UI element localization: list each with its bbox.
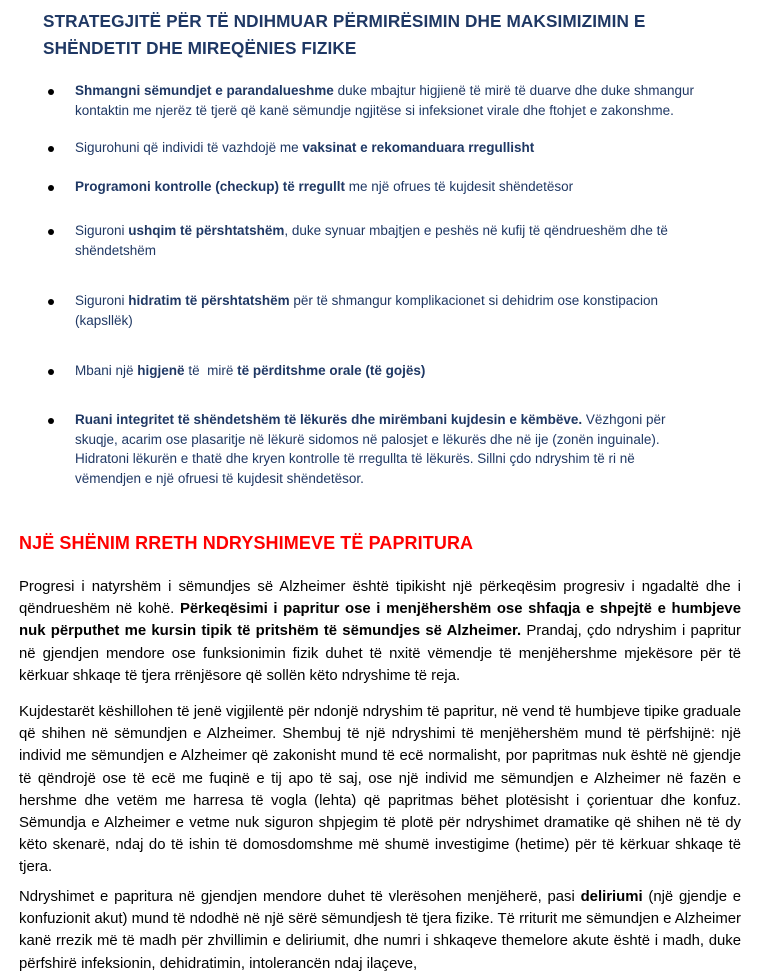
paragraph: [19, 576, 741, 687]
bullet-text: Sigurohuni që individi të vazhdojë me: [75, 140, 303, 155]
list-item: [75, 138, 743, 158]
paragraph-bold-text: Përkeqësimi i papritur ose i menjëhershëm ose shfaqja e shpejtë e humbjeve nuk përputhet me kursin tipik të pritshëm të sëmundjes së Alzheimer.: [19, 601, 741, 640]
bullet-bold-text: Ruani integritet të shëndetshëm të lëkurës dhe mirëmbani kujdesin e këmbëve.: [75, 412, 583, 427]
list-item: [75, 361, 743, 381]
bullet-bold-text: të përditshme orale (të gojës): [237, 363, 426, 378]
paragraph-text: (një gjendje e konfuzionit akut) mund të ndodhë në një sërë sëmundjesh të tjera fizike. Të rriturit me sëmundjen e Alzheimer kanë rrezik më të madh për zhvillimin e deliriumit, dhe numri i shkaqeve themelore akute është i madh, duke përfshirë infeksionin, dehidratimin, intolerancën ndaj ilaçeve,: [19, 889, 742, 972]
bullet-text: Vëzhgoni për skuqje, acarim ose plasaritje në lëkurë sidomos në palosjet e lëkurës dhe në ije (zonën inguinale). Hidratoni lëkurën e thatë dhe kryen kontrolle të rregullta të lëkurës. Sillni çdo ndryshim të ri në vëmendjen e një ofruesi të kujdesit shëndetësor.: [75, 412, 666, 486]
bullet-text: të mirë: [184, 363, 238, 378]
bullet-icon: [48, 369, 54, 375]
bullet-text: me një ofrues të kujdesit shëndetësor: [345, 179, 574, 194]
bullet-icon: [48, 299, 54, 305]
bullet-bold-text: Shmangni sëmundjet e parandalueshme: [75, 83, 334, 98]
bullet-text: , duke synuar mbajtjen e peshës në kufij të qëndrueshëm dhe të shëndetshëm: [75, 223, 668, 258]
bullet-text: Siguroni: [75, 223, 129, 238]
bullet-bold-text: higjenë: [137, 363, 185, 378]
list-item: [75, 221, 690, 260]
paragraph-bold-text: deliriumi: [580, 889, 643, 905]
paragraph: [19, 886, 741, 975]
bullet-icon: [48, 146, 54, 152]
bullet-bold-text: Programoni kontrolle (checkup) të rregullt: [75, 179, 346, 194]
paragraph-text: Progresi i natyrshëm i sëmundjes së Alzheimer është tipikisht një përkeqësim progresiv i ngadaltë dhe i qëndrueshëm në kohë.: [19, 579, 741, 618]
bullet-bold-text: ushqim të përshtatshëm: [128, 223, 285, 238]
bullet-text: Siguroni: [75, 293, 129, 308]
bullet-icon: [48, 185, 54, 191]
bullet-text: për të shmangur komplikacionet si dehidrim ose konstipacion (kapsllëk): [75, 293, 659, 328]
bullet-bold-text: vaksinat e rekomanduara rregullisht: [302, 140, 535, 155]
section-title-sudden-changes: NJË SHËNIM RRETH NDRYSHIMEVE TË PAPRITURA: [19, 533, 474, 553]
list-item: [75, 81, 743, 120]
list-item: [75, 177, 743, 197]
bullet-icon: [48, 418, 54, 424]
bullet-bold-text: hidratim të përshtatshëm: [128, 293, 290, 308]
paragraph-text: Ndryshimet e papritura në gjendjen mendore duhet të vlerësohen menjëherë, pasi: [19, 889, 581, 905]
section-title-strategies: STRATEGJITË PËR TË NDIHMUAR PËRMIRËSIMIN DHE MAKSIMIZIMIN E SHËNDETIT DHE MIREQËNIES FIZIKE: [43, 11, 646, 58]
paragraph-text: Prandaj, çdo ndryshim i papritur në gjendjen mendore ose funksionimin fizik duhet të nxitë vëmendje të menjëhershme mjekësore për të kërkuar shkaqe të tjera rrënjësore që sollën këto ndryshime të reja.: [19, 623, 742, 684]
bullet-text: duke mbajtur higjienë të mirë të duarve dhe duke shmangur kontaktin me njerëz të tjerë që kanë sëmundje ngjitëse si infeksionet virale dhe ftohjet e zakonshme.: [75, 83, 695, 118]
list-item: [75, 410, 690, 488]
paragraph-text: Kujdestarët këshillohen të jenë vigjilentë për ndonjë ndryshim të papritur, në vend të humbjeve tipike graduale që shihen në sëmundjen e Alzheimer. Shembuj të një ndryshimi të menjëhershëm mund të përfshijnë: një individ me sëmundjen e Alzheimer që zakonisht mund të ecë normalisht, por papritmas nuk është në gjendje të qëndrojë ose të ecë me fuqinë e tij apo të saj, ose një individ me sëmundjen e Alzheimer në fazën e hershme dhe vetëm me harresa të vogla (lehta) që papritmas bëhet plotësisht i çorientuar dhe konfuz. Sëmundja e Alzheimer e vetme nuk siguron shpjegim të plotë për ndryshimet dramatike që shihen në të dy këto skenarë, ndaj do të ishin të domosdomshme më shumë investigime (hetime) për të kërkuar shkaqe të tjera.: [19, 704, 741, 876]
bullet-text: Mbani një: [75, 363, 138, 378]
list-item: [75, 291, 695, 330]
paragraph: [19, 701, 741, 879]
bullet-icon: [48, 229, 54, 235]
bullet-icon: [48, 89, 54, 95]
